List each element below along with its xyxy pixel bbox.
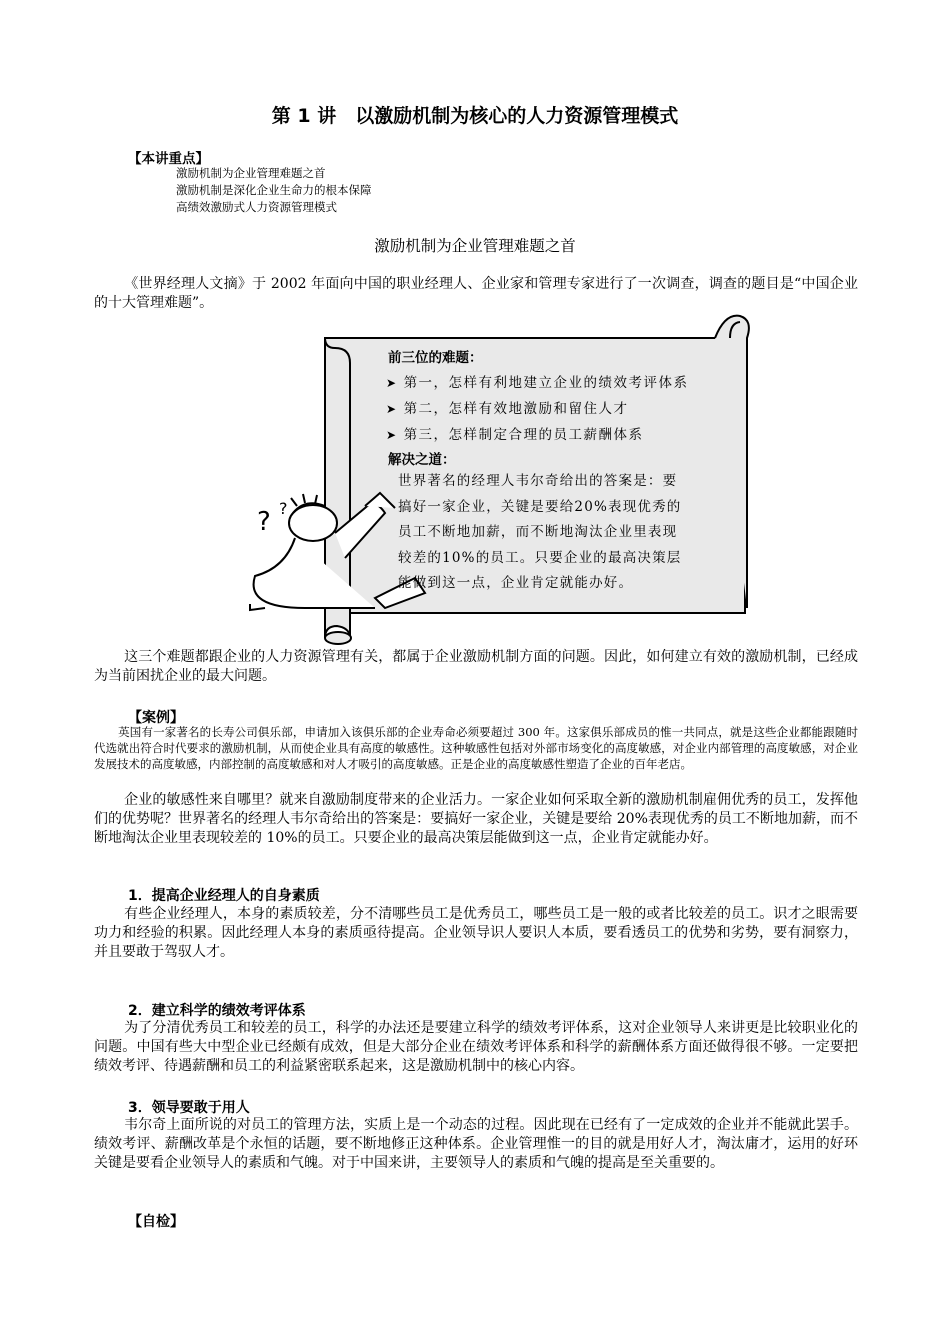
- intro-paragraph-text: 《世界经理人文摘》于 2002 年面向中国的职业经理人、企业家和管理专家进行了一次调查，调查的题目是“中国企业的十大管理难题”。: [94, 276, 858, 311]
- scroll-item: [386, 371, 689, 391]
- scroll-item: [386, 423, 644, 443]
- paragraph-text: 企业的敏感性来自哪里？就来自激励制度带来的企业活力。一家企业如何采取全新的激励机制雇佣优秀的员工，发挥他们的优势呢？世界著名的经理人韦尔奇给出的答案是：要搞好一家企业，关键是要给 20%表现优秀的员工不断地加薪，而不断地淘汰企业里表现较差的 10%的员工。只要企业的最高决策层能做到这一点，企业肯定就能办好。: [94, 792, 858, 846]
- arrow-bullet-icon: ➤: [386, 402, 398, 416]
- solution-text: [398, 469, 730, 597]
- key-point-item: 激励机制为企业管理难题之首: [176, 166, 326, 180]
- section-title: 激励机制为企业管理难题之首: [374, 237, 576, 255]
- solution-line: 搞好一家企业，关键是要给20%表现优秀的: [398, 498, 682, 515]
- section-text: [94, 1019, 858, 1076]
- paragraph-after-scroll: [94, 648, 858, 686]
- scroll-item-text: 第三，怎样制定合理的员工薪酬体系: [403, 427, 644, 443]
- self-check-heading: 【自检】: [128, 1214, 184, 1230]
- arrow-bullet-icon: ➤: [386, 428, 398, 442]
- paragraph-text: 这三个难题都跟企业的人力资源管理有关，都属于企业激励机制方面的问题。因此，如何建立有效的激励机制，已经成为当前困扰企业的最大问题。: [94, 649, 858, 684]
- section-text: [94, 905, 858, 962]
- solution-heading: 解决之道：: [388, 452, 456, 468]
- scroll-item-text: 第二，怎样有效地激励和留住人才: [403, 401, 629, 417]
- section-heading: 1．提高企业经理人的自身素质: [128, 888, 320, 904]
- key-point-item: 激励机制是深化企业生命力的根本保障: [176, 183, 372, 197]
- section-text-content: 为了分清优秀员工和较差的员工，科学的办法还是要建立科学的绩效考评体系，这对企业领导人来讲更是比较职业化的问题。中国有些大中型企业已经颇有成效，但是大部分企业在绩效考评体系和科学的薪酬体系方面还做得很不够。一定要把绩效考评、待遇薪酬和员工的利益紧密联系起来，这是激励机制中的核心内容。: [94, 1020, 858, 1074]
- key-point-item: 高绩效激励式人力资源管理模式: [176, 200, 337, 214]
- section-heading: 3．领导要敢于用人: [128, 1100, 250, 1116]
- solution-line: 较差的10%的员工。只要企业的最高决策层: [398, 549, 682, 566]
- sensitivity-paragraph: [94, 791, 858, 848]
- key-points-heading: 【本讲重点】: [128, 151, 209, 167]
- svg-text:?: ?: [279, 499, 288, 518]
- section-text-content: 有些企业经理人，本身的素质较差，分不清哪些员工是优秀员工，哪些员工是一般的或者比较差的员工。识才之眼需要功力和经验的积累。因此经理人本身的素质亟待提高。企业领导识人要识人本质，要看透员工的优势和劣势，要有洞察力，并且要敢于驾驭人才。: [94, 906, 858, 960]
- page-title: 第 1 讲 以激励机制为核心的人力资源管理模式: [271, 105, 679, 127]
- scroll-item: [386, 397, 629, 417]
- solution-line: 员工不断地加薪，而不断地淘汰企业里表现: [398, 524, 678, 540]
- arrow-bullet-icon: ➤: [386, 376, 398, 390]
- section-text-content: 韦尔奇上面所说的对员工的管理方法，实质上是一个动态的过程。因此现在已经有了一定成效的企业并不能就此罢手。绩效考评、薪酬改革是个永恒的话题，要不断地修正这种体系。企业管理惟一的目的就是用好人才，淘汰庸才，运用的好环关键是要看企业领导人的素质和气魄。对于中国来讲，主要领导人的素质和气魄的提高是至关重要的。: [94, 1117, 858, 1171]
- scroll-item-text: 第一，怎样有利地建立企业的绩效考评体系: [403, 375, 689, 391]
- case-text: [94, 724, 858, 772]
- section-heading: 2．建立科学的绩效考评体系: [128, 1003, 306, 1019]
- section-text: [94, 1116, 858, 1173]
- case-heading: 【案例】: [128, 710, 184, 726]
- scroll-heading: 前三位的难题：: [388, 350, 483, 366]
- solution-line: 世界著名的经理人韦尔奇给出的答案是：要: [398, 473, 678, 489]
- svg-text:?: ?: [257, 507, 271, 537]
- solution-line: 能做到这一点，企业肯定就能办好。: [398, 575, 634, 591]
- case-text-content: 英国有一家著名的长寿公司俱乐部，申请加入该俱乐部的企业寿命必须要超过 300 年。这家俱乐部成员的惟一共同点，就是这些企业都能跟随时代选就出符合时代要求的激励机制，从而使企业具有高度的敏感性。这种敏感性包括对外部市场变化的高度敏感，对企业内部管理的高度敏感，对企业发展技术的高度敏感，内部控制的高度敏感和对人才吸引的高度敏感。正是企业的高度敏感性塑造了企业的百年老店。: [94, 725, 858, 771]
